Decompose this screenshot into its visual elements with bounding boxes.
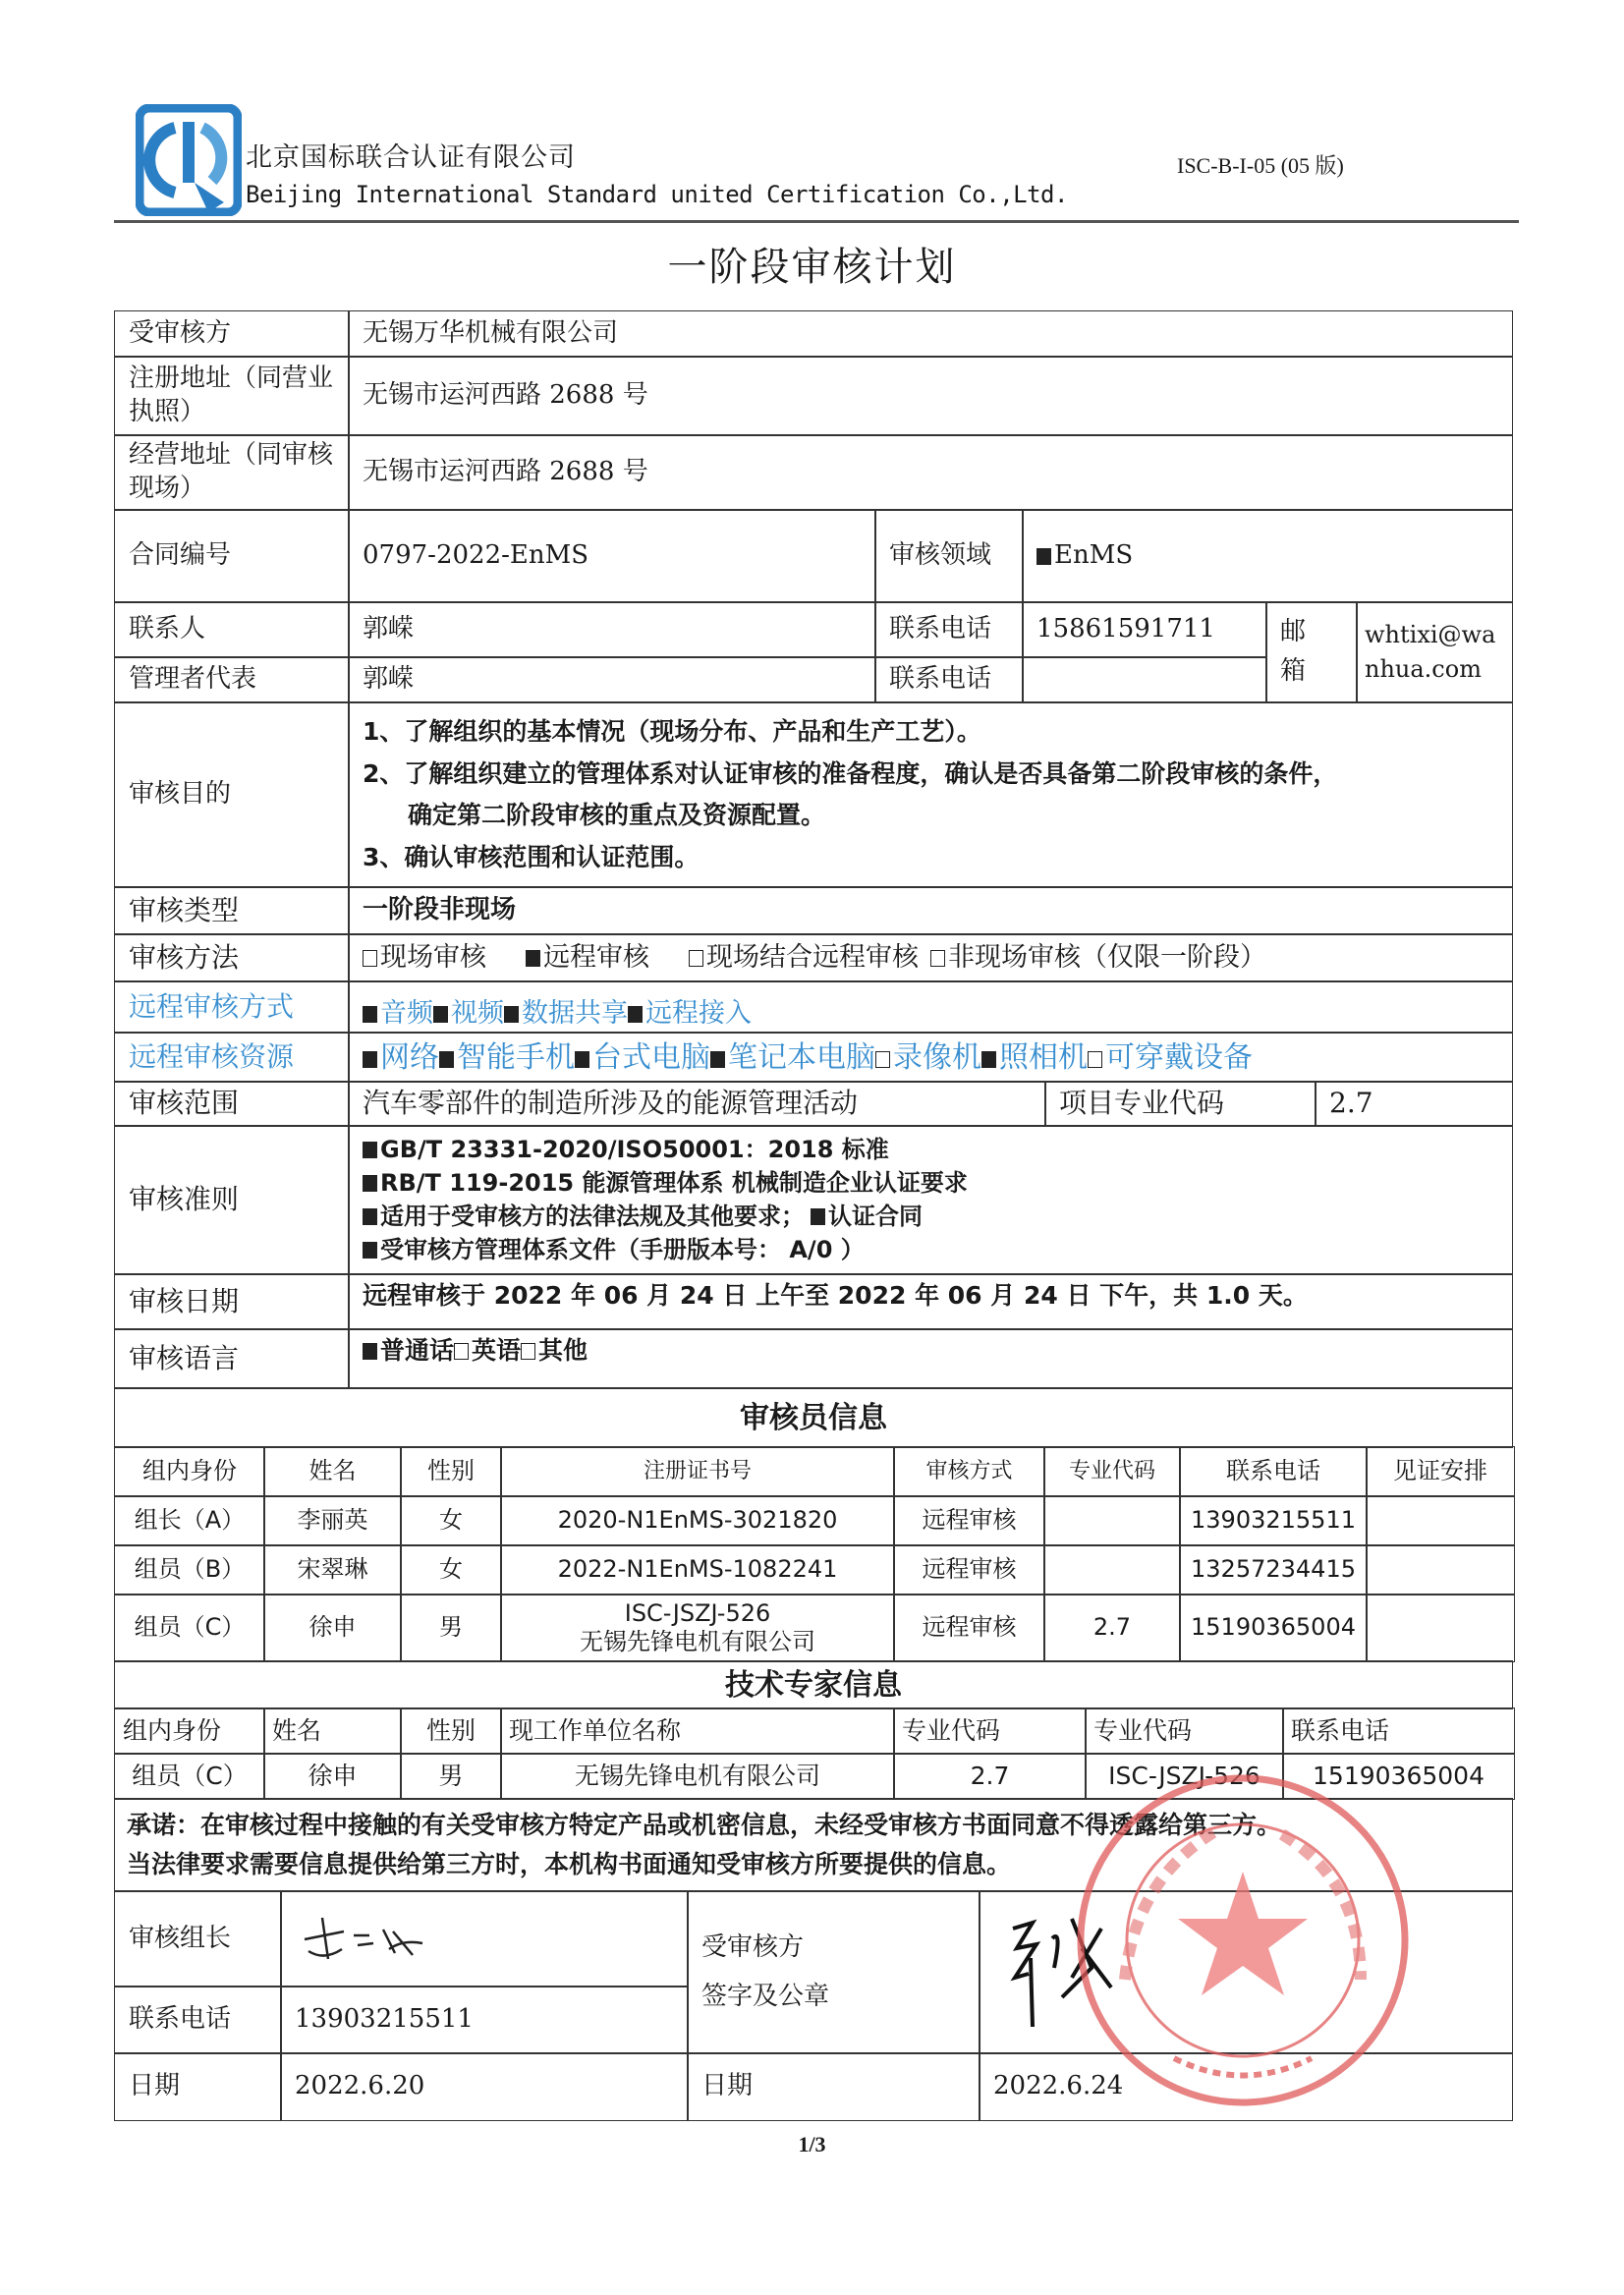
audit-type-value: 一阶段非现场 <box>348 886 1513 935</box>
checkbox-unchecked[interactable] <box>521 1343 535 1360</box>
email-label-line2: 箱 <box>1280 656 1307 686</box>
auditors-cell: 远程审核 <box>893 1495 1045 1546</box>
checkbox-checked[interactable] <box>575 1051 589 1068</box>
auditors-header-cell: 联系电话 <box>1179 1446 1368 1497</box>
checkbox-checked[interactable] <box>811 1208 825 1225</box>
auditors-cell <box>500 1594 895 1662</box>
language-options <box>348 1328 1513 1389</box>
scope-code-label: 项目专业代码 <box>1044 1081 1316 1127</box>
reg-address-label: 注册地址（同营业执照） <box>114 356 350 436</box>
criteria-text: GB/T 23331-2020/ISO50001：2018 标准 <box>380 1135 889 1163</box>
checkbox-checked[interactable] <box>363 1343 377 1360</box>
auditors-header-cell: 见证安排 <box>1366 1446 1515 1497</box>
rep-phone-value <box>1022 656 1267 703</box>
form-code: ISC-B-I-05 (05 版) <box>1177 153 1344 178</box>
header-divider <box>114 220 1519 223</box>
language-option-label: 其他 <box>538 1336 588 1365</box>
method-option-label: 非现场审核（仅限一阶段） <box>948 942 1266 974</box>
checkbox-checked[interactable] <box>433 1006 448 1023</box>
purpose-list <box>348 701 1513 888</box>
auditors-header-cell: 注册证书号 <box>500 1446 895 1497</box>
auditee-label: 受审核方 <box>114 310 350 358</box>
method-option[interactable] <box>689 940 919 975</box>
reg-address-value: 无锡市运河西路 2688 号 <box>348 356 1513 436</box>
checkbox-checked[interactable] <box>439 1051 454 1068</box>
criteria-label: 审核准则 <box>114 1125 350 1275</box>
leader-phone-label: 联系电话 <box>114 1986 282 2054</box>
remote-resources-label: 远程审核资源 <box>114 1032 350 1083</box>
phone-label: 联系电话 <box>874 601 1024 658</box>
auditee-sign-label-line2: 签字及公章 <box>701 1981 830 2011</box>
resource-option-label: 录像机 <box>893 1039 981 1075</box>
auditors-cell <box>1043 1544 1181 1595</box>
auditors-header-cell: 专业代码 <box>1043 1446 1181 1497</box>
email-label-line1: 邮 <box>1280 617 1307 647</box>
experts-header-cell: 性别 <box>400 1707 502 1755</box>
experts-cell: 15190365004 <box>1282 1753 1515 1800</box>
contract-value: 0797-2022-EnMS <box>348 509 876 603</box>
company-name-en: Beijing International Standard united Certification Co.,Ltd. <box>246 181 1068 208</box>
phone-value: 15861591711 <box>1022 601 1267 658</box>
leader-date-label: 日期 <box>114 2052 282 2121</box>
method-option-label: 远程审核 <box>543 942 649 974</box>
auditors-cell: 女 <box>400 1544 502 1595</box>
resource-option-label: 照相机 <box>999 1039 1088 1075</box>
criteria-text: 认证合同 <box>828 1203 923 1230</box>
checkbox-unchecked[interactable] <box>1088 1051 1102 1068</box>
field-text: EnMS <box>1054 540 1134 571</box>
audit-method-options <box>348 933 1513 982</box>
experts-header-cell: 现工作单位名称 <box>500 1707 895 1755</box>
auditors-cell: 13257234415 <box>1179 1544 1368 1595</box>
purpose-item: 1、了解组织的基本情况（现场分布、产品和生产工艺）。 <box>363 717 981 746</box>
commitment-line: 当法律要求需要信息提供给第三方时，本机构书面通知受审核方所要提供的信息。 <box>127 1850 1012 1878</box>
resource-option[interactable] <box>363 1038 439 1077</box>
language-option-label: 普通话 <box>380 1336 455 1365</box>
mode-option[interactable] <box>363 996 433 1031</box>
resource-option-label: 智能手机 <box>457 1039 575 1075</box>
language-option[interactable] <box>521 1335 588 1368</box>
auditors-cell: 宋翠琳 <box>263 1544 402 1595</box>
email-value <box>1356 601 1513 703</box>
auditee-sign-label-line1: 受审核方 <box>701 1931 805 1962</box>
language-option[interactable] <box>454 1335 521 1368</box>
remote-resources-options <box>348 1032 1513 1083</box>
mode-option[interactable] <box>433 996 504 1031</box>
method-option[interactable] <box>930 940 1266 975</box>
auditors-cell: 组员（C） <box>114 1594 265 1662</box>
auditors-cell: 15190365004 <box>1179 1594 1368 1662</box>
checkbox-unchecked[interactable] <box>875 1051 890 1068</box>
resource-option[interactable] <box>710 1038 875 1077</box>
criteria-item <box>363 1235 865 1265</box>
resource-option-label: 台式电脑 <box>592 1039 710 1075</box>
auditors-cell <box>1366 1544 1515 1595</box>
resource-option[interactable] <box>875 1038 981 1077</box>
auditors-cell <box>1043 1495 1181 1546</box>
audit-type-label: 审核类型 <box>114 886 350 935</box>
criteria-item <box>363 1135 889 1165</box>
resource-option-label: 可穿戴设备 <box>1105 1039 1253 1075</box>
email-line2: nhua.com <box>1365 655 1482 683</box>
auditors-cell: 远程审核 <box>893 1544 1045 1595</box>
experts-cell: 无锡先锋电机有限公司 <box>500 1753 895 1800</box>
checkbox-checked[interactable] <box>504 1006 519 1023</box>
isc-logo-icon <box>136 104 242 216</box>
rep-value: 郭嵘 <box>348 656 876 703</box>
mode-option-label: 视频 <box>451 998 504 1030</box>
method-option[interactable] <box>526 940 649 975</box>
leader-signature-cell <box>280 1890 689 1987</box>
mode-option-label: 音频 <box>380 998 433 1030</box>
checkbox-checked[interactable] <box>1036 548 1051 565</box>
purpose-item: 2、了解组织建立的管理体系对认证审核的准备程度，确认是否具备第二阶段审核的条件， <box>363 758 1338 788</box>
scope-value: 汽车零部件的制造所涉及的能源管理活动 <box>348 1081 1046 1127</box>
language-option[interactable] <box>363 1335 454 1368</box>
criteria-text: 适用于受审核方的法律法规及其他要求； <box>380 1203 805 1230</box>
experts-header-cell: 姓名 <box>263 1707 402 1755</box>
checkbox-unchecked[interactable] <box>689 950 703 967</box>
checkbox-checked[interactable] <box>363 1208 377 1225</box>
experts-header-cell: 专业代码 <box>1085 1707 1284 1755</box>
auditors-cell: 男 <box>400 1594 502 1662</box>
auditee-sign-label <box>687 1890 980 2054</box>
checkbox-checked[interactable] <box>363 1175 377 1192</box>
checkbox-checked[interactable] <box>363 1142 377 1158</box>
auditors-header-cell: 性别 <box>400 1446 502 1497</box>
auditors-header-cell: 姓名 <box>263 1446 402 1497</box>
auditors-cell <box>1366 1495 1515 1546</box>
commitment-line: 承诺：在审核过程中接触的有关受审核方特定产品或机密信息，未经受审核方书面同意不得透露给第三方。 <box>127 1810 1282 1839</box>
experts-cell: ISC-JSZJ-526 <box>1085 1753 1284 1800</box>
criteria-item <box>363 1168 968 1199</box>
leader-signature <box>295 1910 442 1969</box>
auditors-header-cell: 组内身份 <box>114 1446 265 1497</box>
cert-line1: ISC-JSZJ-526 <box>624 1599 771 1628</box>
remote-mode-options <box>348 980 1513 1034</box>
cert-line2: 无锡先锋电机有限公司 <box>580 1628 815 1655</box>
op-address-label: 经营地址（同审核现场） <box>114 434 350 511</box>
purpose-item: 确定第二阶段审核的重点及资源配置。 <box>408 801 826 829</box>
experts-header-cell: 组内身份 <box>114 1707 265 1755</box>
checkbox-unchecked[interactable] <box>363 950 377 967</box>
method-option-label: 现场结合远程审核 <box>706 942 919 974</box>
experts-cell: 男 <box>400 1753 502 1800</box>
method-option-label: 现场审核 <box>380 942 486 974</box>
scope-code-value: 2.7 <box>1315 1081 1513 1127</box>
mode-option[interactable] <box>628 996 752 1031</box>
checkbox-unchecked[interactable] <box>454 1343 469 1360</box>
experts-header-cell: 专业代码 <box>893 1707 1087 1755</box>
experts-cell: 徐申 <box>263 1753 402 1800</box>
criteria-text: 受审核方管理体系文件（手册版本号： A/0 ） <box>380 1236 865 1264</box>
auditors-cell: 2022-N1EnMS-1082241 <box>500 1544 895 1595</box>
checkbox-checked[interactable] <box>363 1051 377 1068</box>
checkbox-checked[interactable] <box>526 950 540 967</box>
experts-cell: 组员（C） <box>114 1753 265 1800</box>
checkbox-checked[interactable] <box>710 1051 725 1068</box>
checkbox-checked[interactable] <box>363 1242 377 1259</box>
auditors-cell: 徐申 <box>263 1594 402 1662</box>
auditors-cell <box>1366 1594 1515 1662</box>
resource-option[interactable] <box>981 1038 1088 1077</box>
purpose-label: 审核目的 <box>114 701 350 888</box>
criteria-item <box>363 1202 923 1232</box>
auditors-cell: 组员（B） <box>114 1544 265 1595</box>
audit-date-label: 审核日期 <box>114 1273 350 1330</box>
company-name-cn: 北京国标联合认证有限公司 <box>246 142 576 173</box>
remote-mode-label: 远程审核方式 <box>114 980 350 1034</box>
audit-method-label: 审核方法 <box>114 933 350 982</box>
contract-label: 合同编号 <box>114 509 350 603</box>
mode-option-label: 数据共享 <box>522 998 628 1030</box>
auditors-header-cell: 审核方式 <box>893 1446 1045 1497</box>
auditors-cell: 远程审核 <box>893 1594 1045 1662</box>
op-address-value: 无锡市运河西路 2688 号 <box>348 434 1513 511</box>
purpose-item: 3、确认审核范围和认证范围。 <box>363 842 700 871</box>
criteria-text: RB/T 119-2015 能源管理体系 机械制造企业认证要求 <box>380 1168 968 1197</box>
experts-title: 技术专家信息 <box>114 1660 1513 1709</box>
auditee-signature-cell <box>979 1890 1513 2054</box>
rep-phone-label: 联系电话 <box>874 656 1024 703</box>
checkbox-checked[interactable] <box>981 1051 996 1068</box>
page-number: 1/3 <box>798 2132 826 2156</box>
leader-date-value: 2022.6.20 <box>280 2052 689 2121</box>
checkbox-unchecked[interactable] <box>930 950 945 967</box>
language-label: 审核语言 <box>114 1328 350 1389</box>
checkbox-checked[interactable] <box>628 1006 643 1023</box>
email-label <box>1265 601 1358 703</box>
auditee-signature <box>993 1909 1131 2037</box>
rep-label: 管理者代表 <box>114 656 350 703</box>
scope-label: 审核范围 <box>114 1081 350 1127</box>
resource-option-label: 笔记本电脑 <box>728 1039 875 1075</box>
resource-option[interactable] <box>1088 1038 1253 1077</box>
checkbox-checked[interactable] <box>363 1006 377 1023</box>
audit-date-value: 远程审核于 2022 年 06 月 24 日 上午至 2022 年 06 月 24 日 下午，共 1.0 天。 <box>348 1273 1513 1330</box>
auditors-cell: 李丽英 <box>263 1495 402 1546</box>
page-title: 一阶段审核计划 <box>667 245 957 290</box>
auditors-cell: 2.7 <box>1043 1594 1181 1662</box>
email-line1: whtixi@wa <box>1365 620 1496 648</box>
mode-option-label: 远程接入 <box>645 998 752 1030</box>
leader-phone-value: 13903215511 <box>280 1986 689 2054</box>
auditors-cell: 13903215511 <box>1179 1495 1368 1546</box>
leader-label: 审核组长 <box>114 1890 282 1987</box>
method-option[interactable] <box>363 940 486 975</box>
mode-option[interactable] <box>504 996 628 1031</box>
auditee-date-label: 日期 <box>687 2052 980 2121</box>
auditors-cell: 女 <box>400 1495 502 1546</box>
experts-header-cell: 联系电话 <box>1282 1707 1515 1755</box>
auditors-cell: 2020-N1EnMS-3021820 <box>500 1495 895 1546</box>
contact-label: 联系人 <box>114 601 350 658</box>
contact-value: 郭嵘 <box>348 601 876 658</box>
auditee-value: 无锡万华机械有限公司 <box>348 310 1513 358</box>
auditors-cell: 组长（A） <box>114 1495 265 1546</box>
resource-option[interactable] <box>439 1038 575 1077</box>
resource-option-label: 网络 <box>380 1039 439 1075</box>
field-label: 审核领域 <box>874 509 1024 603</box>
commitment <box>114 1798 1513 1892</box>
auditors-title: 审核员信息 <box>114 1387 1513 1448</box>
language-option-label: 英语 <box>472 1336 522 1365</box>
auditee-date-value: 2022.6.24 <box>979 2052 1513 2121</box>
resource-option[interactable] <box>575 1038 710 1077</box>
criteria-list <box>348 1125 1513 1275</box>
field-value <box>1022 509 1513 603</box>
experts-cell: 2.7 <box>893 1753 1087 1800</box>
